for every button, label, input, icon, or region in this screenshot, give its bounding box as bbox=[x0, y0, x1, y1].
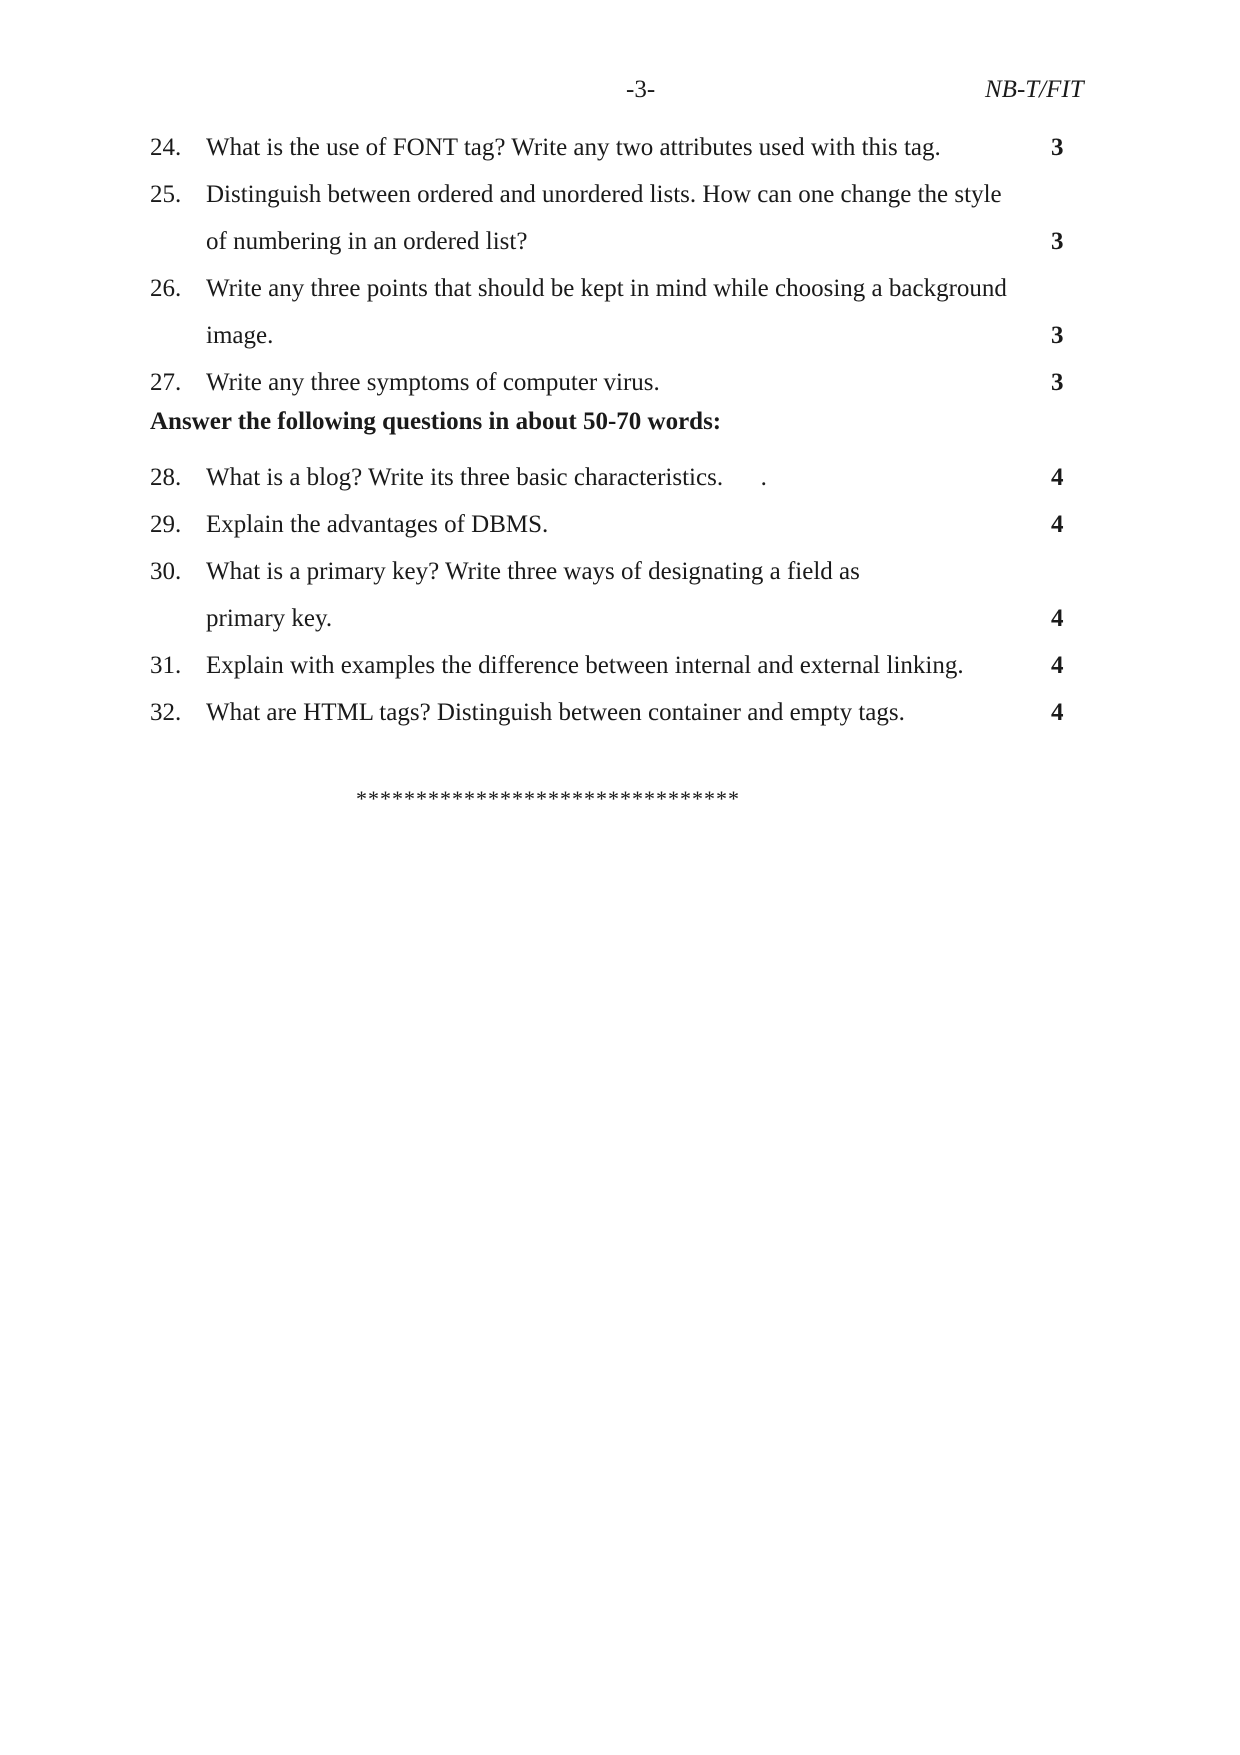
question-number: 30. bbox=[150, 558, 182, 585]
question-marks: 3 bbox=[1051, 369, 1064, 396]
question-32 bbox=[150, 689, 1080, 736]
question-number: 31. bbox=[150, 652, 182, 679]
question-text-continued: primary key. bbox=[206, 605, 333, 632]
question-text: Write any three symptoms of computer virus. bbox=[206, 369, 660, 396]
question-marks: 3 bbox=[1051, 322, 1064, 349]
question-text: Explain the advantages of DBMS. bbox=[206, 511, 549, 538]
question-28 bbox=[150, 454, 1080, 501]
question-text-continued: of numbering in an ordered list? bbox=[206, 228, 528, 255]
question-26 bbox=[150, 265, 1080, 359]
question-text: What is the use of FONT tag? Write any two attributes used with this tag. bbox=[206, 134, 941, 161]
question-marks: 4 bbox=[1051, 511, 1064, 538]
question-27 bbox=[150, 359, 1080, 406]
question-marks: 4 bbox=[1051, 699, 1064, 726]
question-marks: 3 bbox=[1051, 228, 1064, 255]
page-number: -3- bbox=[626, 76, 656, 103]
question-number: 26. bbox=[150, 275, 182, 302]
question-29 bbox=[150, 501, 1080, 548]
question-number: 29. bbox=[150, 511, 182, 538]
question-number: 25. bbox=[150, 181, 182, 208]
question-text-continued: image. bbox=[206, 322, 274, 349]
question-marks: 4 bbox=[1051, 605, 1064, 632]
question-marks: 3 bbox=[1051, 134, 1064, 161]
question-number: 24. bbox=[150, 134, 182, 161]
question-number: 28. bbox=[150, 464, 182, 491]
question-text: Explain with examples the difference between internal and external linking. bbox=[206, 652, 964, 679]
question-marks: 4 bbox=[1051, 652, 1064, 679]
question-30 bbox=[150, 548, 1080, 642]
section-heading: Answer the following questions in about 50-70 words: bbox=[150, 408, 722, 435]
paper-code: NB-T/FIT bbox=[985, 76, 1084, 103]
question-text: Write any three points that should be kept in mind while choosing a background bbox=[206, 275, 1007, 302]
question-text: What is a blog? Write its three basic characteristics. . bbox=[206, 464, 767, 491]
question-number: 27. bbox=[150, 369, 182, 396]
question-text: Distinguish between ordered and unordered lists. How can one change the style bbox=[206, 181, 1002, 208]
question-text: What is a primary key? Write three ways of designating a field as bbox=[206, 558, 860, 585]
question-marks: 4 bbox=[1051, 464, 1064, 491]
question-24 bbox=[150, 124, 1080, 171]
end-of-paper-stars: ******************************** bbox=[356, 786, 740, 811]
question-number: 32. bbox=[150, 699, 182, 726]
question-text: What are HTML tags? Distinguish between container and empty tags. bbox=[206, 699, 905, 726]
question-31 bbox=[150, 642, 1080, 689]
question-25 bbox=[150, 171, 1080, 265]
